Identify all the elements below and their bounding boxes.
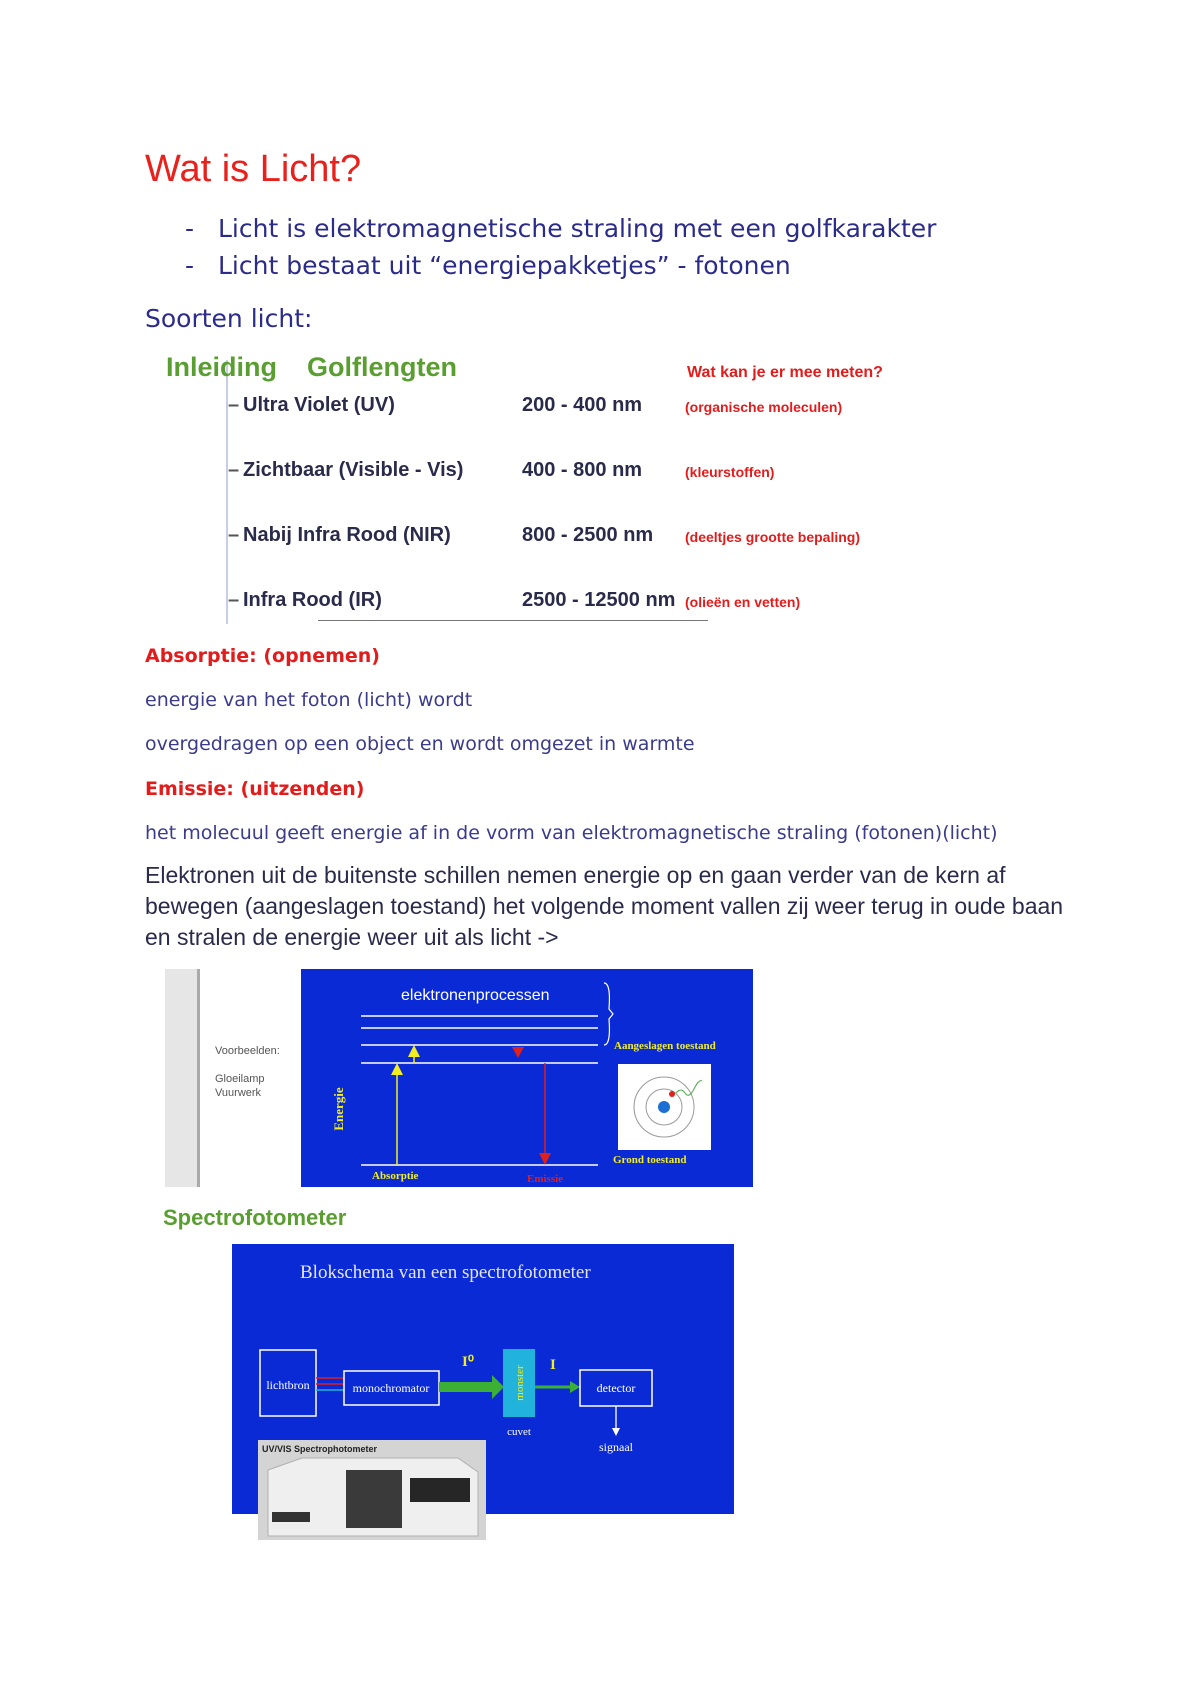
spectro-heading: Spectrofotometer [163,1205,347,1230]
lichtbron-label: lichtbron [266,1378,310,1392]
soorten-heading: Soorten licht: [145,304,313,333]
photo-label: UV/VIS Spectrophotometer [262,1444,378,1454]
absorption-label: Absorptie [372,1170,419,1182]
electron-paragraph: Elektronen uit de buitenste schillen nemen energie op en gaan verder van de kern af bewegen (aangeslagen toestand) het volgende moment vallen zij weer terug in oude baan en stralen de energie weer uit als licht -> [145,862,1064,950]
bullet-dash: - [185,214,195,243]
slide-cropped-axis [318,620,708,621]
cuvet-label: cuvet [507,1426,531,1438]
absorptie-heading: Absorptie: (opnemen) [145,645,380,667]
monochromator-label: monochromator [352,1381,430,1395]
slide-heading-golflengten: Golflengten [307,352,457,382]
row-dash: – [228,459,240,481]
emissie-heading: Emissie: (uitzenden) [145,778,365,800]
absorptie-line: energie van het foton (licht) wordt [145,689,473,711]
electron-diagram [301,969,753,1187]
bullet-text: Licht is elektromagnetische straling met een golfkarakter [218,214,937,243]
slide-question: Wat kan je er mee meten? [687,364,883,381]
row-dash: – [228,589,240,611]
side-label: Voorbeelden: [215,1045,280,1057]
ground-state-label: Grond toestand [613,1154,687,1166]
slide-heading-inleiding: Inleiding [166,352,277,382]
row-dash: – [228,394,240,416]
nucleus [658,1101,670,1113]
control-panel [410,1478,470,1502]
row-range: 800 - 2500 nm [522,524,654,546]
row-name: Nabij Infra Rood (NIR) [243,524,451,546]
side-label: Gloeilamp [215,1073,265,1085]
emission-label: Emissie [527,1173,564,1185]
row-name: Zichtbaar (Visible - Vis) [243,459,464,481]
slide-title: Blokschema van een spectrofotometer [300,1262,591,1283]
row-name: Infra Rood (IR) [243,589,382,611]
row-use: (deeltjes grootte bepaling) [685,529,861,545]
wavelength-row [228,459,908,487]
diagram-title: elektronenprocessen [401,987,550,1004]
electron [669,1091,675,1097]
wavelength-row [228,394,908,422]
signaal-label: signaal [599,1440,633,1454]
electron-slide [165,969,753,1187]
energy-axis-label: Energie [331,1087,346,1131]
bullet-item [185,214,936,243]
absorptie-line: overgedragen op een object en wordt omgezet in warmte [145,733,695,755]
page-title: Wat is Licht? [145,148,362,190]
detector-label: detector [596,1381,636,1395]
wavelength-slide [150,352,910,624]
spectro-slide [232,1244,734,1540]
side-label: Vuurwerk [215,1087,262,1099]
wavelength-row [228,589,908,617]
sample-compartment [346,1470,402,1528]
row-range: 200 - 400 nm [522,394,643,416]
row-use: (kleurstoffen) [685,464,775,480]
excited-state-label: Aangeslagen toestand [614,1040,716,1052]
spectrophotometer-photo [258,1440,486,1540]
row-use: (olieën en vetten) [685,594,801,610]
device-badge [272,1512,310,1522]
row-range: 2500 - 12500 nm [522,589,676,611]
row-name: Ultra Violet (UV) [243,394,395,416]
i0-label: I⁰ [462,1354,474,1370]
row-range: 400 - 800 nm [522,459,643,481]
bullet-text: Licht bestaat uit “energiepakketjes” - fotonen [218,251,791,280]
bullet-item [185,251,791,280]
wavelength-row [228,524,908,552]
bullet-dash: - [185,251,195,280]
i-label: I [550,1357,556,1373]
row-use: (organische moleculen) [685,399,843,415]
atom-model [618,1064,711,1150]
emissie-line: het molecuul geeft energie af in de vorm van elektromagnetische straling (fotonen)(licht) [145,822,998,844]
row-dash: – [228,524,240,546]
slide-side-panel [165,969,200,1187]
monster-label: monster [514,1365,526,1401]
